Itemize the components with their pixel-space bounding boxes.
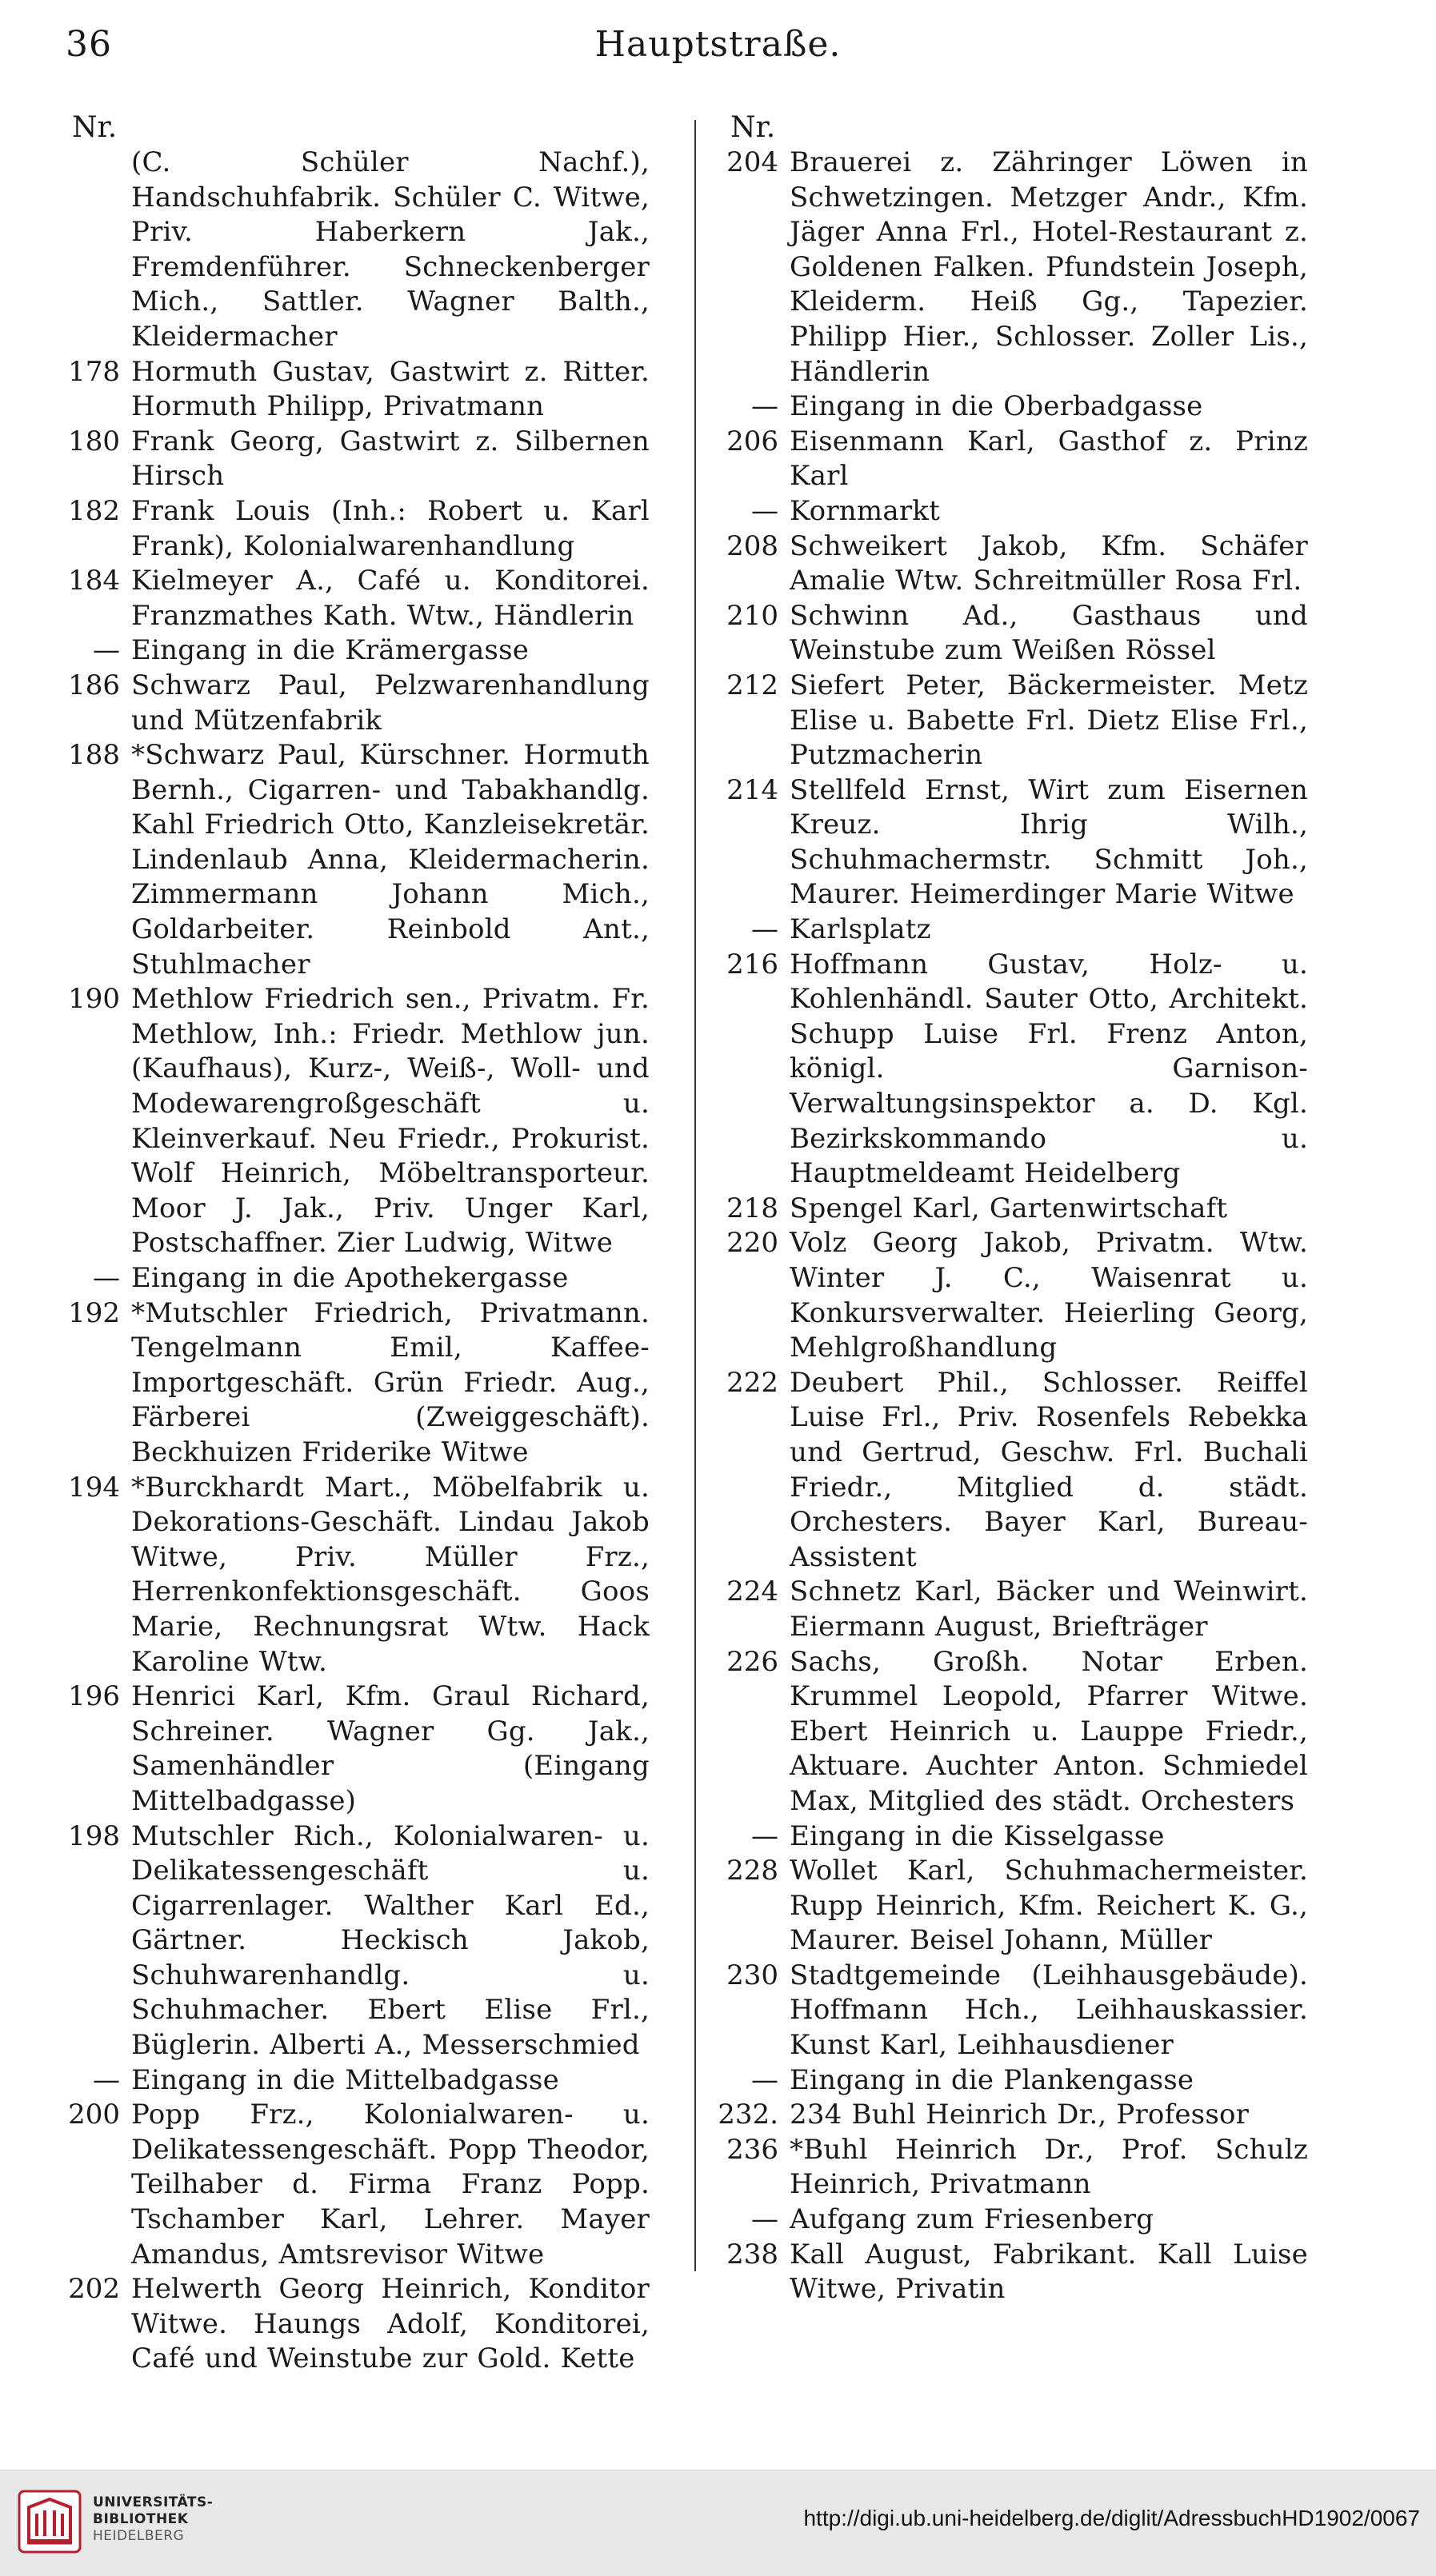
- library-name-line: BIBLIOTHEK: [93, 2511, 189, 2527]
- house-number: —: [751, 913, 778, 946]
- house-number: 224: [726, 1576, 778, 1608]
- entry-text: Hoffmann Gustav, Holz- u. Kohlenhändl. Sauter Otto, Architekt. Schupp Luise Frl. Frenz Anton, königl. Garnison-Verwaltungsinspektor a. D. Kgl. Bezirkskommando u. Hauptmeldeamt Heidelberg: [790, 948, 1308, 1190]
- directory-entry: [58, 982, 650, 1261]
- directory-entry: [58, 564, 650, 633]
- directory-entry: [716, 2203, 1308, 2238]
- directory-entry: [716, 2238, 1308, 2307]
- house-number: 180: [68, 425, 120, 457]
- directory-entry: [716, 146, 1308, 389]
- page-header: [0, 19, 1436, 83]
- house-number: 196: [68, 1680, 120, 1713]
- directory-entry: [58, 355, 650, 425]
- house-number: 186: [68, 669, 120, 701]
- directory-entry: [716, 494, 1308, 529]
- directory-entry: [58, 2272, 650, 2377]
- entry-text: *Buhl Heinrich Dr., Prof. Schulz Heinrich, Privatmann: [790, 2133, 1308, 2201]
- directory-entry: [58, 1296, 650, 1471]
- house-number: 226: [726, 1645, 778, 1678]
- house-number: 210: [726, 599, 778, 632]
- viewer-footer: [0, 2470, 1436, 2576]
- entry-text: *Burckhardt Mart., Möbelfabrik u. Dekorations-Geschäft. Lindau Jakob Witwe, Priv. Müller Frz., Herrenkonfektionsgeschäft. Goos Marie, Rechnungsrat Wtw. Hack Karoline Wtw.: [131, 1471, 650, 1678]
- directory-entry: [716, 425, 1308, 494]
- directory-entry: [716, 1819, 1308, 1855]
- house-number: 182: [68, 494, 120, 527]
- entry-text: Schwinn Ad., Gasthaus und Weinstube zum Weißen Rössel: [790, 599, 1308, 667]
- entry-text: Popp Frz., Kolonialwaren- u. Delikatessengeschäft. Popp Theodor, Teilhaber d. Firma Franz Popp. Tschamber Karl, Lehrer. Mayer Amandus, Amtsrevisor Witwe: [131, 2099, 650, 2270]
- entry-text: Hormuth Gustav, Gastwirt z. Ritter. Hormuth Philipp, Privatmann: [131, 355, 650, 423]
- house-number: 216: [726, 948, 778, 980]
- source-url-link[interactable]: http://digi.ub.uni-heidelberg.de/diglit/AdressbuchHD1902/0067: [803, 2506, 1420, 2530]
- column-head-nr: Nr.: [72, 111, 118, 144]
- house-number: 190: [68, 983, 120, 1016]
- library-logo[interactable]: [13, 2485, 285, 2562]
- library-name: [93, 2494, 213, 2545]
- entry-text: Volz Georg Jakob, Privatm. Wtw. Winter J. C., Waisenrat u. Konkursverwalter. Heierling Georg, Mehlgroßhandlung: [790, 1227, 1308, 1364]
- directory-entry: [716, 1226, 1308, 1365]
- entry-text: Schwarz Paul, Pelzwarenhandlung und Mützenfabrik: [131, 669, 650, 737]
- house-number: 198: [68, 1819, 120, 1852]
- entry-text: Kielmeyer A., Café u. Konditorei. Franzmathes Kath. Wtw., Händlerin: [131, 565, 650, 632]
- house-number: [58, 146, 120, 355]
- directory-entry: [58, 1819, 650, 2063]
- house-number: —: [93, 634, 120, 667]
- library-name-line: HEIDELBERG: [93, 2528, 185, 2544]
- directory-entry: [716, 1854, 1308, 1959]
- directory-entry: [58, 2063, 650, 2099]
- house-number: 178: [68, 355, 120, 388]
- directory-entry: [58, 1261, 650, 1296]
- house-number: 200: [68, 2099, 120, 2131]
- entry-text: Eingang in die Oberbadgasse: [790, 390, 1203, 423]
- entry-text: Mutschler Rich., Kolonialwaren- u. Delikatessengeschäft u. Cigarrenlager. Walther Karl Ed., Gärtner. Heckisch Jakob, Schuhwarenhandlg. u. Schuhmacher. Ebert Elise Frl., Büglerin. Alberti A., Messerschmied: [131, 1819, 650, 2062]
- directory-entry: [58, 1471, 650, 1680]
- directory-entry: [716, 1575, 1308, 1644]
- house-number: 238: [726, 2238, 778, 2270]
- house-number: —: [751, 494, 778, 527]
- entry-text: Kornmarkt: [790, 494, 940, 527]
- directory-entry: [58, 146, 650, 355]
- entry-text: Methlow Friedrich sen., Privatm. Fr. Methlow, Inh.: Friedr. Methlow jun. (Kaufhaus), Kurz-, Weiß-, Woll- und Modewarengroßgeschäft u. Kleinverkauf. Neu Friedr., Prokurist. Wolf Heinrich, Möbeltransporteur. Moor J. Jak., Priv. Unger Karl, Postschaffner. Zier Ludwig, Witwe: [131, 983, 650, 1260]
- running-title: Hauptstraße.: [594, 24, 842, 65]
- entry-text: Henrici Karl, Kfm. Graul Richard, Schreiner. Wagner Gg. Jak., Samenhändler (Eingang Mittelbadgasse): [131, 1680, 650, 1817]
- entry-text: *Mutschler Friedrich, Privatmann. Tengelmann Emil, Kaffee-Importgeschäft. Grün Friedr. Aug., Färberei (Zweiggeschäft). Beckhuizen Friderike Witwe: [131, 1296, 650, 1468]
- house-number: —: [751, 2203, 778, 2236]
- entry-text: Eingang in die Kisselgasse: [790, 1819, 1165, 1852]
- directory-entry: [716, 2098, 1308, 2133]
- entry-text: Frank Louis (Inh.: Robert u. Karl Frank), Kolonialwarenhandlung: [131, 494, 650, 562]
- directory-entry: [58, 1679, 650, 1819]
- entry-text: Eingang in die Plankengasse: [790, 2063, 1194, 2096]
- entry-text: Brauerei z. Zähringer Löwen in Schwetzingen. Metzger Andr., Kfm. Jäger Anna Frl., Hotel-Restaurant z. Goldenen Falken. Pfundstein Joseph, Kleiderm. Heiß Gg., Tapezier. Philipp Hier., Schlosser. Zoller Lis., Händlerin: [790, 146, 1308, 388]
- entry-text: Eingang in die Krämergasse: [131, 634, 530, 667]
- entry-text: Stellfeld Ernst, Wirt zum Eisernen Kreuz. Ihrig Wilh., Schuhmachermstr. Schmitt Joh., Maurer. Heimerdinger Marie Witwe: [790, 773, 1308, 911]
- entry-list-right: [716, 146, 1308, 2307]
- entry-text: Deubert Phil., Schlosser. Reiffel Luise Frl., Priv. Rosenfels Rebekka und Gertrud, Geschw. Frl. Buchali Friedr., Mitglied d. städt. Orchesters. Bayer Karl, Bureau-Assistent: [790, 1366, 1308, 1573]
- directory-entry: [58, 669, 650, 738]
- directory-entry: [58, 494, 650, 564]
- house-number: 184: [68, 565, 120, 597]
- library-name-line: UNIVERSITÄTS-: [93, 2494, 214, 2510]
- entry-text: Karlsplatz: [790, 913, 931, 946]
- house-number: 228: [726, 1855, 778, 1887]
- house-number: 214: [726, 773, 778, 806]
- house-number: 232.: [718, 2099, 778, 2131]
- directory-entry: [716, 389, 1308, 425]
- house-number: 192: [68, 1296, 120, 1329]
- right-column: [716, 110, 1308, 2307]
- entry-text: *Schwarz Paul, Kürschner. Hormuth Bernh., Cigarren- und Tabakhandlg. Kahl Friedrich Otto, Kanzleisekretär. Lindenlaub Anna, Kleidermacherin. Zimmermann Johann Mich., Goldarbeiter. Reinbold Ant., Stuhlmacher: [131, 739, 650, 980]
- house-number: 220: [726, 1227, 778, 1260]
- house-number: —: [93, 1262, 120, 1294]
- house-number: —: [751, 2063, 778, 2096]
- directory-entry: [716, 1192, 1308, 1227]
- directory-entry: [716, 2063, 1308, 2099]
- directory-entry: [716, 599, 1308, 669]
- house-number: 222: [726, 1366, 778, 1399]
- entry-text: (C. Schüler Nachf.), Handschuhfabrik. Schüler C. Witwe, Priv. Haberkern Jak., Fremdenführer. Schneckenberger Mich., Sattler. Wagner Balth., Kleidermacher: [131, 146, 650, 353]
- house-number: —: [751, 1819, 778, 1852]
- entry-text: Spengel Karl, Gartenwirtschaft: [790, 1192, 1228, 1224]
- entry-text: 234 Buhl Heinrich Dr., Professor: [790, 2099, 1250, 2131]
- house-number: 202: [68, 2273, 120, 2306]
- directory-entry: [716, 1959, 1308, 2063]
- entry-text: Eingang in die Mittelbadgasse: [131, 2063, 559, 2096]
- house-number: 236: [726, 2133, 778, 2166]
- directory-entry: [716, 2133, 1308, 2203]
- directory-entry: [716, 1366, 1308, 1576]
- page-number: 36: [66, 24, 112, 65]
- directory-entry: [58, 633, 650, 669]
- column-head-nr: Nr.: [730, 111, 776, 144]
- directory-entry: [58, 425, 650, 494]
- directory-entry: [58, 2098, 650, 2272]
- entry-text: Wollet Karl, Schuhmachermeister. Rupp Heinrich, Kfm. Reichert K. G., Maurer. Beisel Johann, Müller: [790, 1855, 1308, 1957]
- entry-text: Frank Georg, Gastwirt z. Silbernen Hirsch: [131, 425, 650, 493]
- entry-text: Schnetz Karl, Bäcker und Weinwirt. Eiermann August, Briefträger: [790, 1576, 1308, 1643]
- house-number: 206: [726, 425, 778, 457]
- entry-text: Schweikert Jakob, Kfm. Schäfer Amalie Wtw. Schreitmüller Rosa Frl.: [790, 529, 1308, 597]
- entry-text: Helwerth Georg Heinrich, Konditor Witwe. Haungs Adolf, Konditorei, Café und Weinstube zur Gold. Kette: [131, 2273, 650, 2375]
- house-number: 204: [726, 146, 778, 178]
- column-divider: [694, 120, 696, 2271]
- directory-entry: [716, 1645, 1308, 1819]
- house-number: 208: [726, 529, 778, 562]
- entry-text: Eingang in die Apothekergasse: [131, 1262, 569, 1294]
- house-number: 194: [68, 1471, 120, 1504]
- entry-text: Stadtgemeinde (Leihhausgebäude). Hoffmann Hch., Leihhauskassier. Kunst Karl, Leihhausdiener: [790, 1959, 1308, 2062]
- entry-list-left: [58, 146, 650, 2377]
- directory-entry: [58, 738, 650, 982]
- house-number: 188: [68, 739, 120, 772]
- directory-entry: [716, 773, 1308, 913]
- entry-text: Eisenmann Karl, Gasthof z. Prinz Karl: [790, 425, 1308, 493]
- entry-text: Aufgang zum Friesenberg: [790, 2203, 1154, 2236]
- directory-entry: [716, 913, 1308, 948]
- entry-text: Kall August, Fabrikant. Kall Luise Witwe, Privatin: [790, 2238, 1308, 2306]
- house-number: 212: [726, 669, 778, 701]
- entry-text: Siefert Peter, Bäckermeister. Metz Elise u. Babette Frl. Dietz Elise Frl., Putzmacherin: [790, 669, 1308, 772]
- house-number: —: [751, 390, 778, 423]
- directory-entry: [716, 669, 1308, 773]
- left-column: [58, 110, 650, 2377]
- house-number: 218: [726, 1192, 778, 1224]
- house-number: —: [93, 2063, 120, 2096]
- directory-entry: [716, 948, 1308, 1192]
- university-library-seal-icon: [18, 2490, 82, 2554]
- entry-text: Sachs, Großh. Notar Erben. Krummel Leopold, Pfarrer Witwe. Ebert Heinrich u. Lauppe Friedr., Aktuare. Auchter Anton. Schmiedel Max, Mitglied des städt. Orchesters: [790, 1645, 1308, 1817]
- directory-entry: [716, 529, 1308, 599]
- house-number: 230: [726, 1959, 778, 1991]
